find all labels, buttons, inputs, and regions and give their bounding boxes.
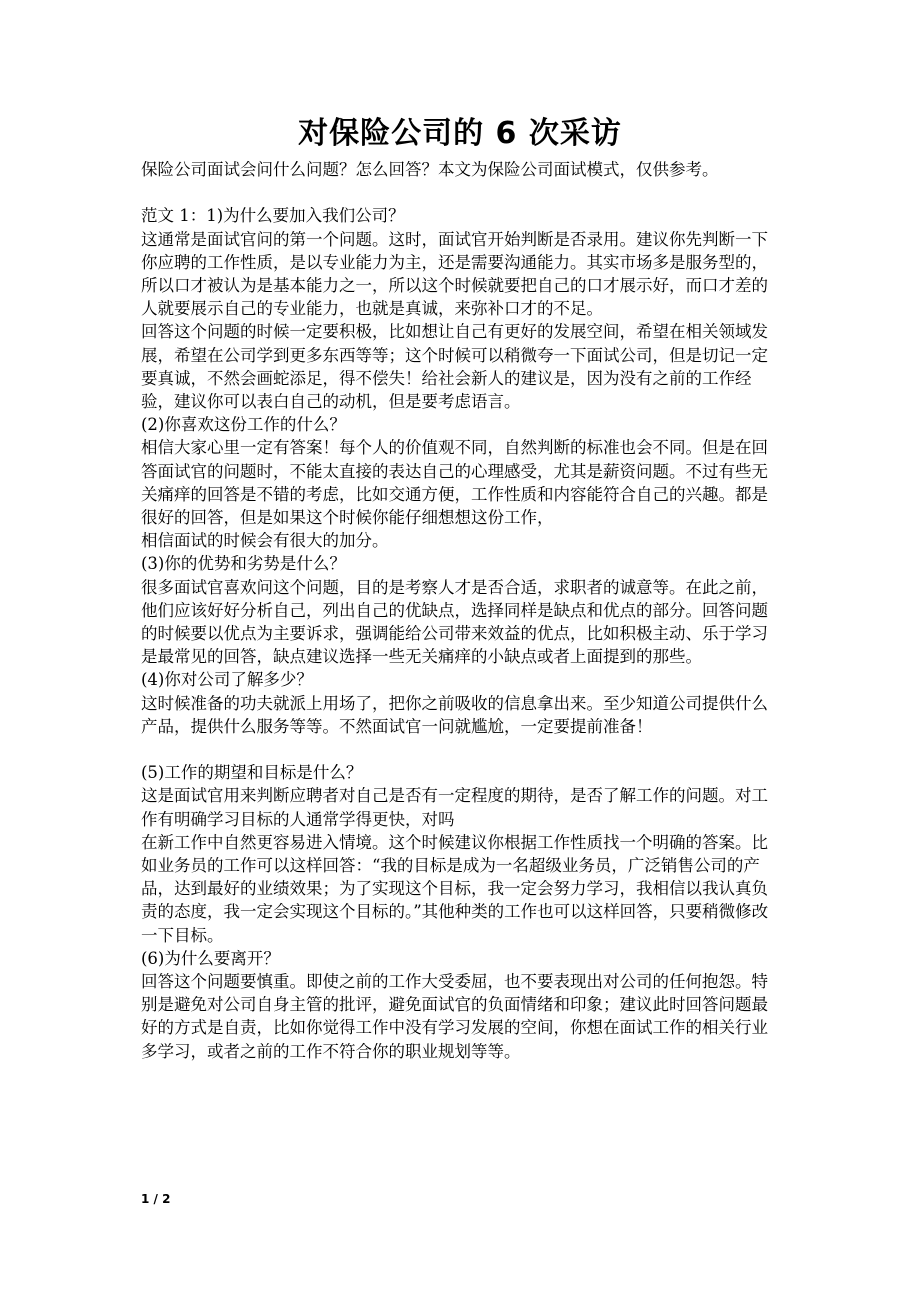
blank-line xyxy=(141,181,781,204)
paragraph: (6)为什么要离开？ xyxy=(141,948,280,968)
paragraph: 这时候准备的功夫就派上用场了，把你之前吸收的信息拿出来。至少知道公司提供什么产品，提供什么服务等等。不然面试官一问就尴尬，一定要提前准备！ xyxy=(141,693,768,736)
paragraph: 范文 1：1)为什么要加入我们公司？ xyxy=(141,206,405,226)
paragraph: 相信大家心里一定有答案！每个人的价值观不同，自然判断的标准也会不同。但是在回答面试官的问题时，不能太直接的表达自己的心理感受，尤其是薪资问题。不过有些无关痛痒的回答是不错的考虑，比如交通方便，工作性质和内容能符合自己的兴趣。都是很好的回答，但是如果这个时候你能仔细想想这份工作， xyxy=(141,438,768,528)
blank-line xyxy=(141,738,781,761)
document-title: 对保险公司的 6 次采访 xyxy=(298,116,622,151)
paragraph: (3)你的优势和劣势是什么？ xyxy=(141,554,346,574)
paragraph: 回答这个问题要慎重。即使之前的工作大受委屈，也不要表现出对公司的任何抱怨。特别是避免对公司自身主管的批评，避免面试官的负面情绪和印象；建议此时回答问题最好的方式是自责，比如你觉得工作中没有学习发展的空间，你想在面试工作的相关行业多学习，或者之前的工作不符合你的职业规划等等。 xyxy=(141,972,768,1061)
paragraph: (2)你喜欢这份工作的什么？ xyxy=(141,415,346,435)
paragraph: 相信面试的时候会有很大的加分。 xyxy=(141,531,389,551)
paragraph: 回答这个问题的时候一定要积极，比如想让自己有更好的发展空间，希望在相关领域发展，希望在公司学到更多东西等等；这个时候可以稍微夸一下面试公司，但是切记一定要真诚，不然会画蛇添足，得不偿失！给社会新人的建议是，因为没有之前的工作经验，建议你可以表白自己的动机，但是要考虑语言。 xyxy=(141,322,768,412)
paragraph: (4)你对公司了解多少？ xyxy=(141,670,313,690)
paragraph: (5)工作的期望和目标是什么？ xyxy=(141,763,363,783)
document-body xyxy=(141,158,781,1063)
paragraph: 很多面试官喜欢问这个问题，目的是考察人才是否合适，求职者的诚意等。在此之前，他们应该好好分析自己，列出自己的优缺点，选择同样是缺点和优点的部分。回答问题的时候要以优点为主要诉求，强调能给公司带来效益的优点，比如积极主动、乐于学习是最常见的回答，缺点建议选择一些无关痛痒的小缺点或者上面提到的那些。 xyxy=(141,577,768,667)
paragraph: 在新工作中自然更容易进入情境。这个时候建议你根据工作性质找一个明确的答案。比如业务员的工作可以这样回答：“我的目标是成为一名超级业务员，广泛销售公司的产品，达到最好的业绩效果；为了实现这个目标，我一定会努力学习，我相信以我认真负责的态度，我一定会实现这个目标的。”其他种类的工作也可以这样回答，只要稍微修改一下目标。 xyxy=(141,832,769,945)
page-number: 1 / 2 xyxy=(141,1192,171,1206)
paragraph: 保险公司面试会问什么问题？怎么回答？本文为保险公司面试模式，仅供参考。 xyxy=(141,160,719,179)
paragraph: 这是面试官用来判断应聘者对自己是否有一定程度的期待，是否了解工作的问题。对工作有明确学习目标的人通常学得更快，对吗 xyxy=(141,786,768,829)
paragraph: 这通常是面试官问的第一个问题。这时，面试官开始判断是否录用。建议你先判断一下你应聘的工作性质，是以专业能力为主，还是需要沟通能力。其实市场多是服务型的，所以口才被认为是基本能力之一，所以这个时候就要把自己的口才展示好，而口才差的人就要展示自己的专业能力，也就是真诚，来弥补口才的不足。 xyxy=(141,229,768,319)
